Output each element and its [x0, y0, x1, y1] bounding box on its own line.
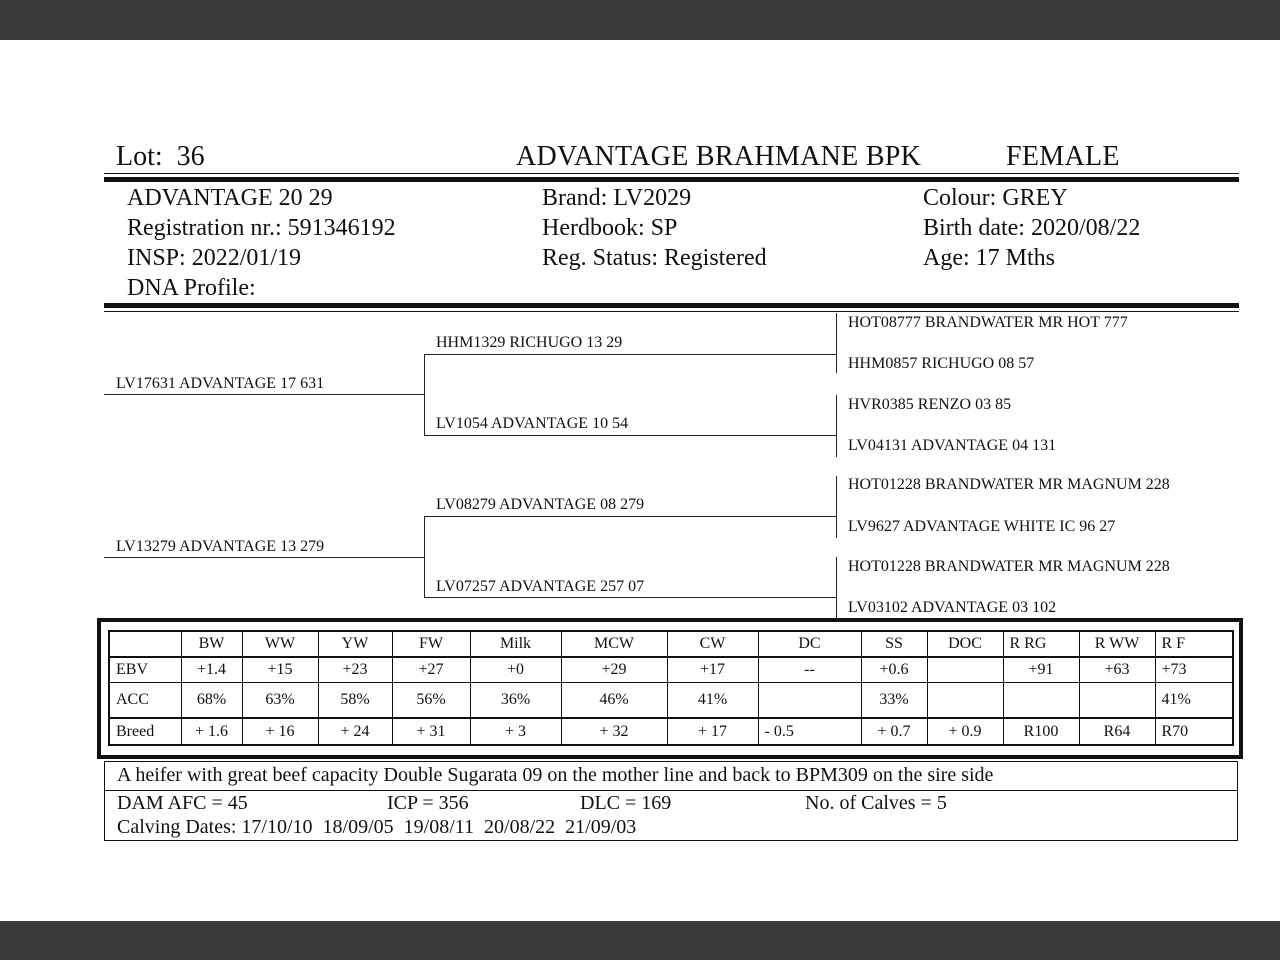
header-rule-thin [104, 173, 1239, 174]
acc-cell: 63% [242, 683, 318, 719]
acc-cell: 68% [181, 683, 242, 719]
herdbook: Herdbook: SP [542, 215, 678, 241]
pedigree-dam-dam: LV07257 ADVANTAGE 257 07 [436, 578, 645, 595]
calving-dates: Calving Dates: 17/10/10 18/09/05 19/08/11 20/08/22 21/09/03 [117, 816, 637, 838]
breed-cell: + 31 [392, 718, 470, 745]
breed-cell: + 3 [470, 718, 561, 745]
breed-cell: + 0.9 [927, 718, 1003, 745]
pedigree-bracket [836, 395, 837, 457]
breed-cell: R64 [1079, 718, 1155, 745]
breed-cell: - 0.5 [758, 718, 861, 745]
ebv-cell: +1.4 [181, 657, 242, 683]
acc-cell: 56% [392, 683, 470, 719]
pedigree-line [424, 354, 836, 355]
colour: Colour: GREY [923, 185, 1068, 211]
pedigree-sire-sire: HHM1329 RICHUGO 13 29 [436, 334, 623, 351]
breed-cell: + 0.7 [861, 718, 927, 745]
pedigree-ggp-7: HOT01228 BRANDWATER MR MAGNUM 228 [848, 558, 1170, 575]
pedigree-bracket [836, 557, 837, 619]
acc-cell: 36% [470, 683, 561, 719]
dam-calves: No. of Calves = 5 [805, 792, 947, 814]
reg-status: Reg. Status: Registered [542, 245, 767, 271]
breed-cell: + 1.6 [181, 718, 242, 745]
pedigree-ggp-4: LV04131 ADVANTAGE 04 131 [848, 437, 1057, 454]
pedigree-ggp-6: LV9627 ADVANTAGE WHITE IC 96 27 [848, 518, 1116, 535]
ebv-header-cell: MCW [561, 631, 667, 657]
lot-label: Lot: [116, 141, 163, 172]
pedigree-sire-dam: LV1054 ADVANTAGE 10 54 [436, 415, 629, 432]
brand: Brand: LV2029 [542, 185, 692, 211]
pedigree-line [424, 597, 836, 598]
animal-info-middle [542, 183, 767, 273]
breed-cell: + 32 [561, 718, 667, 745]
breed-cell: R100 [1003, 718, 1079, 745]
insp-date: INSP: 2022/01/19 [127, 245, 302, 271]
breed-cell: R70 [1155, 718, 1233, 745]
ebv-row [109, 657, 1233, 683]
acc-row [109, 683, 1233, 719]
ebv-header-cell: R WW [1079, 631, 1155, 657]
ebv-header-cell: SS [861, 631, 927, 657]
lot-number: 36 [176, 141, 205, 172]
acc-cell [1079, 683, 1155, 719]
info-rule-thick [104, 303, 1239, 308]
pedigree-ggp-1: HOT08777 BRANDWATER MR HOT 777 [848, 314, 1128, 331]
ebv-cell: -- [758, 657, 861, 683]
acc-cell [758, 683, 861, 719]
info-rule-thin [104, 311, 1239, 312]
ebv-cell: +27 [392, 657, 470, 683]
ebv-cell: +23 [318, 657, 392, 683]
ebv-cell: +73 [1155, 657, 1233, 683]
ebv-cell: +15 [242, 657, 318, 683]
ebv-header-row [109, 631, 1233, 657]
sex-label: FEMALE [1006, 141, 1120, 172]
acc-cell [1003, 683, 1079, 719]
ebv-header-cell: BW [181, 631, 242, 657]
animal-name: ADVANTAGE 20 29 [127, 185, 333, 211]
ebv-header-cell: WW [242, 631, 318, 657]
acc-cell [927, 683, 1003, 719]
dam-afc: DAM AFC = 45 [117, 792, 248, 814]
registration-number: Registration nr.: 591346192 [127, 215, 396, 241]
header-rule-thick [104, 177, 1239, 182]
acc-cell: 33% [861, 683, 927, 719]
pedigree-ggp-5: HOT01228 BRANDWATER MR MAGNUM 228 [848, 476, 1170, 493]
acc-cell: 41% [1155, 683, 1233, 719]
dam-dlc: DLC = 169 [580, 792, 672, 814]
ebv-cell: +0.6 [861, 657, 927, 683]
ebv-header-cell: DC [758, 631, 861, 657]
ebv-header-cell: YW [318, 631, 392, 657]
breed-cell: + 16 [242, 718, 318, 745]
pedigree-bracket [424, 354, 425, 436]
pedigree-dam: LV13279 ADVANTAGE 13 279 [116, 538, 325, 555]
pedigree-line [104, 394, 424, 395]
breed-row [109, 718, 1233, 745]
comment-box: A heifer with great beef capacity Double Sugarata 09 on the mother line and back to BPM309 on the sire side [104, 761, 1238, 791]
pedigree-ggp-2: HHM0857 RICHUGO 08 57 [848, 355, 1035, 372]
ebv-cell [927, 657, 1003, 683]
pedigree-line [424, 516, 836, 517]
ebv-header-cell [109, 631, 181, 657]
ebv-header-cell: CW [667, 631, 758, 657]
ebv-header-cell: Milk [470, 631, 561, 657]
pedigree-ggp-3: HVR0385 RENZO 03 85 [848, 396, 1012, 413]
ebv-cell: +63 [1079, 657, 1155, 683]
animal-info-left [127, 183, 396, 303]
pedigree-dam-sire: LV08279 ADVANTAGE 08 279 [436, 496, 645, 513]
bottom-band [0, 921, 1280, 960]
ebv-header-cell: R RG [1003, 631, 1079, 657]
breed-cell: + 17 [667, 718, 758, 745]
ebv-cell: EBV [109, 657, 181, 683]
acc-cell: 41% [667, 683, 758, 719]
dam-icp: ICP = 356 [387, 792, 469, 814]
acc-cell: ACC [109, 683, 181, 719]
age: Age: 17 Mths [923, 245, 1055, 271]
ebv-header-cell: DOC [927, 631, 1003, 657]
pedigree-ggp-8: LV03102 ADVANTAGE 03 102 [848, 599, 1057, 616]
pedigree-line [104, 557, 424, 558]
top-band [0, 0, 1280, 40]
pedigree-bracket [836, 476, 837, 538]
ebv-cell: +91 [1003, 657, 1079, 683]
birth-date: Birth date: 2020/08/22 [923, 215, 1141, 241]
breed-title: ADVANTAGE BRAHMANE BPK [516, 141, 922, 172]
ebv-cell: +29 [561, 657, 667, 683]
acc-cell: 46% [561, 683, 667, 719]
lot-heading [116, 141, 205, 173]
pedigree-line [424, 435, 836, 436]
breed-cell: Breed [109, 718, 181, 745]
pedigree-sire: LV17631 ADVANTAGE 17 631 [116, 375, 325, 392]
dna-profile: DNA Profile: [127, 275, 256, 301]
pedigree-bracket [424, 516, 425, 598]
ebv-header-cell: FW [392, 631, 470, 657]
acc-cell: 58% [318, 683, 392, 719]
pedigree-bracket [836, 313, 837, 373]
ebv-header-cell: R F [1155, 631, 1233, 657]
ebv-cell: +17 [667, 657, 758, 683]
ebv-table [108, 630, 1234, 746]
dam-stats-box [104, 790, 1238, 841]
breed-cell: + 24 [318, 718, 392, 745]
ebv-cell: +0 [470, 657, 561, 683]
animal-info-right [923, 183, 1140, 273]
